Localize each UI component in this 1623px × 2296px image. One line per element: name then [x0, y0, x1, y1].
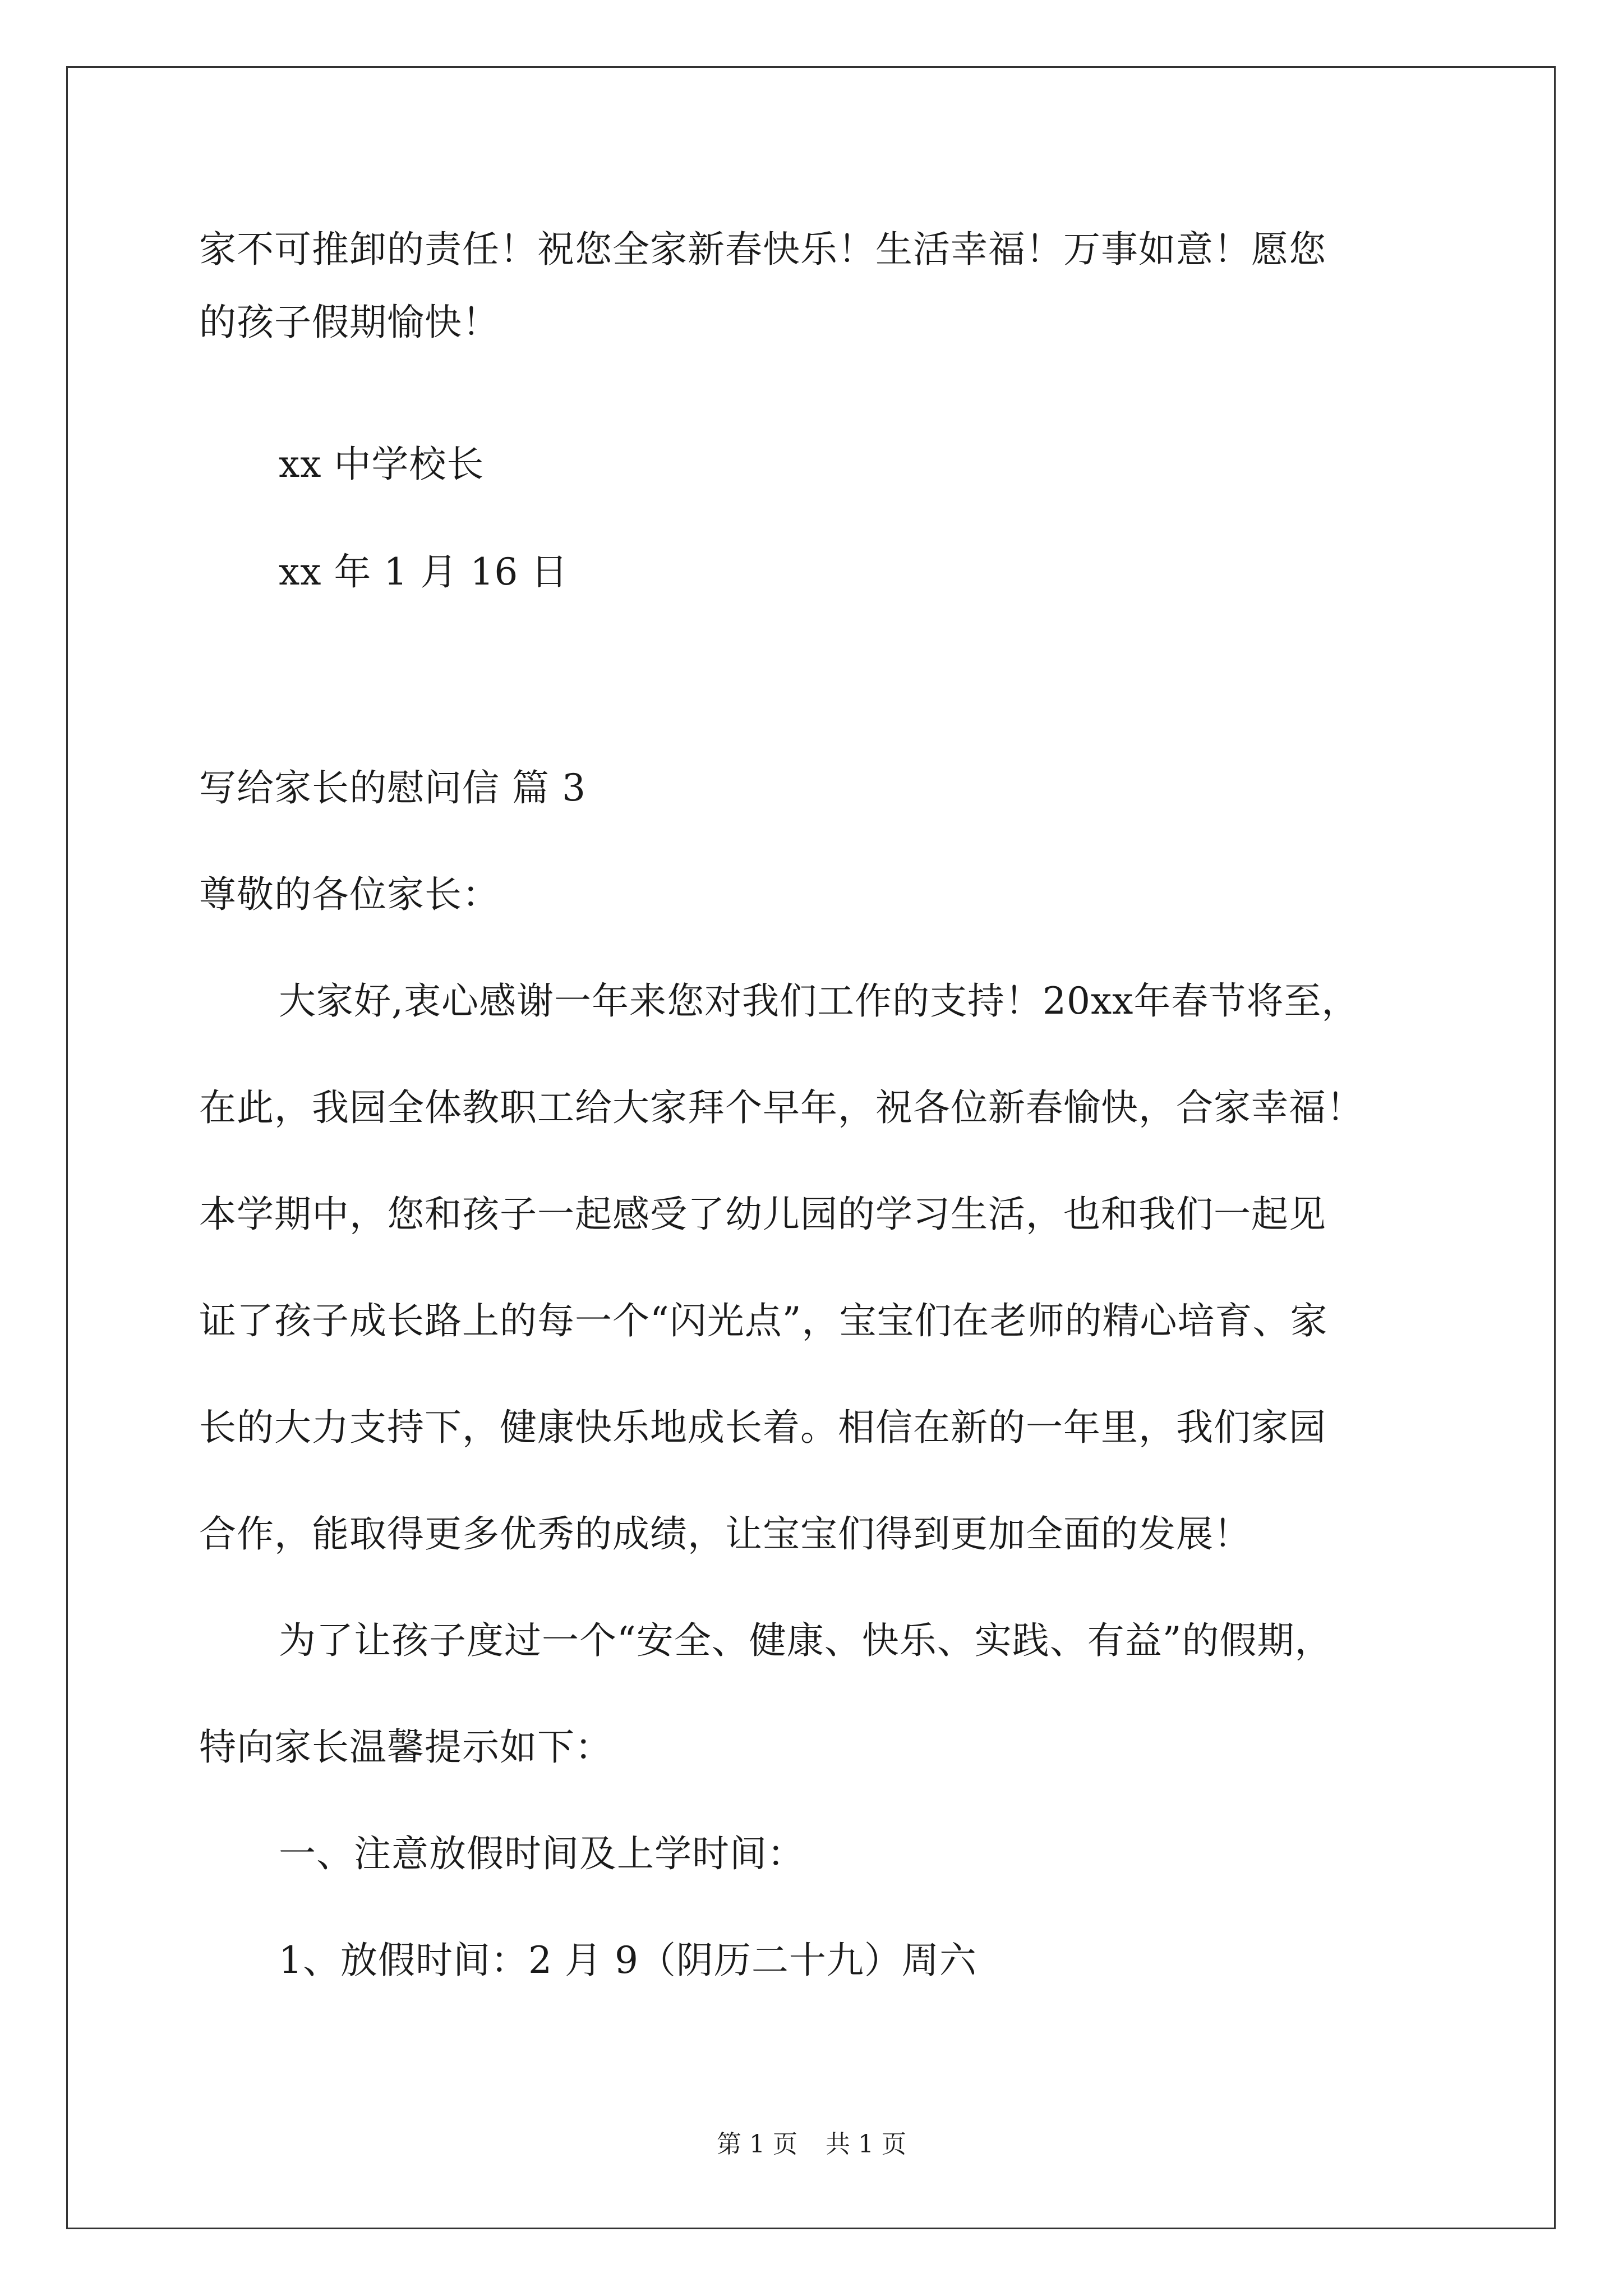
section-title: 写给家长的慰问信 篇 3: [199, 766, 586, 809]
paragraph-2-line-2: 特向家长温馨提示如下：: [199, 1726, 612, 1769]
page-footer: [0, 2129, 1623, 2160]
paragraph-1-line-5: 长的大力支持下，健康快乐地成长着。相信在新的一年里，我们家园: [199, 1406, 1326, 1449]
paragraph-1-line-1: 大家好,衷心感谢一年来您对我们工作的支持！20xx年春节将至，: [279, 979, 1359, 1023]
paragraph-1-line-3: 本学期中，您和孩子一起感受了幼儿园的学习生活，也和我们一起见: [199, 1193, 1326, 1236]
paragraph-1-line-6: 合作，能取得更多优秀的成绩，让宝宝们得到更加全面的发展！: [199, 1512, 1251, 1556]
letter-continuation-line-2: 的孩子假期愉快！: [199, 301, 500, 344]
page-number: 第 1 页: [717, 2130, 797, 2159]
list-item-1: 1、放假时间：2 月 9（阴历二十九）周六: [279, 1939, 977, 1982]
salutation: 尊敬的各位家长：: [199, 873, 500, 916]
page-border: [66, 66, 1556, 2229]
paragraph-2-line-1: 为了让孩子度过一个“安全、健康、快乐、实践、有益”的假期，: [279, 1619, 1332, 1662]
letter-continuation-line-1: 家不可推卸的责任！祝您全家新春快乐！生活幸福！万事如意！愿您: [199, 228, 1326, 271]
page-total: 共 1 页: [826, 2130, 906, 2159]
paragraph-1-line-4: 证了孩子成长路上的每一个“闪光点”，宝宝们在老师的精心培育、家: [199, 1299, 1328, 1342]
signature-date: xx 年 1 月 16 日: [279, 550, 569, 593]
signature-school: xx 中学校长: [279, 443, 485, 486]
list-heading-1: 一、注意放假时间及上学时间：: [279, 1832, 805, 1875]
paragraph-1-line-2: 在此，我园全体教职工给大家拜个早年，祝各位新春愉快，合家幸福！: [199, 1086, 1364, 1129]
